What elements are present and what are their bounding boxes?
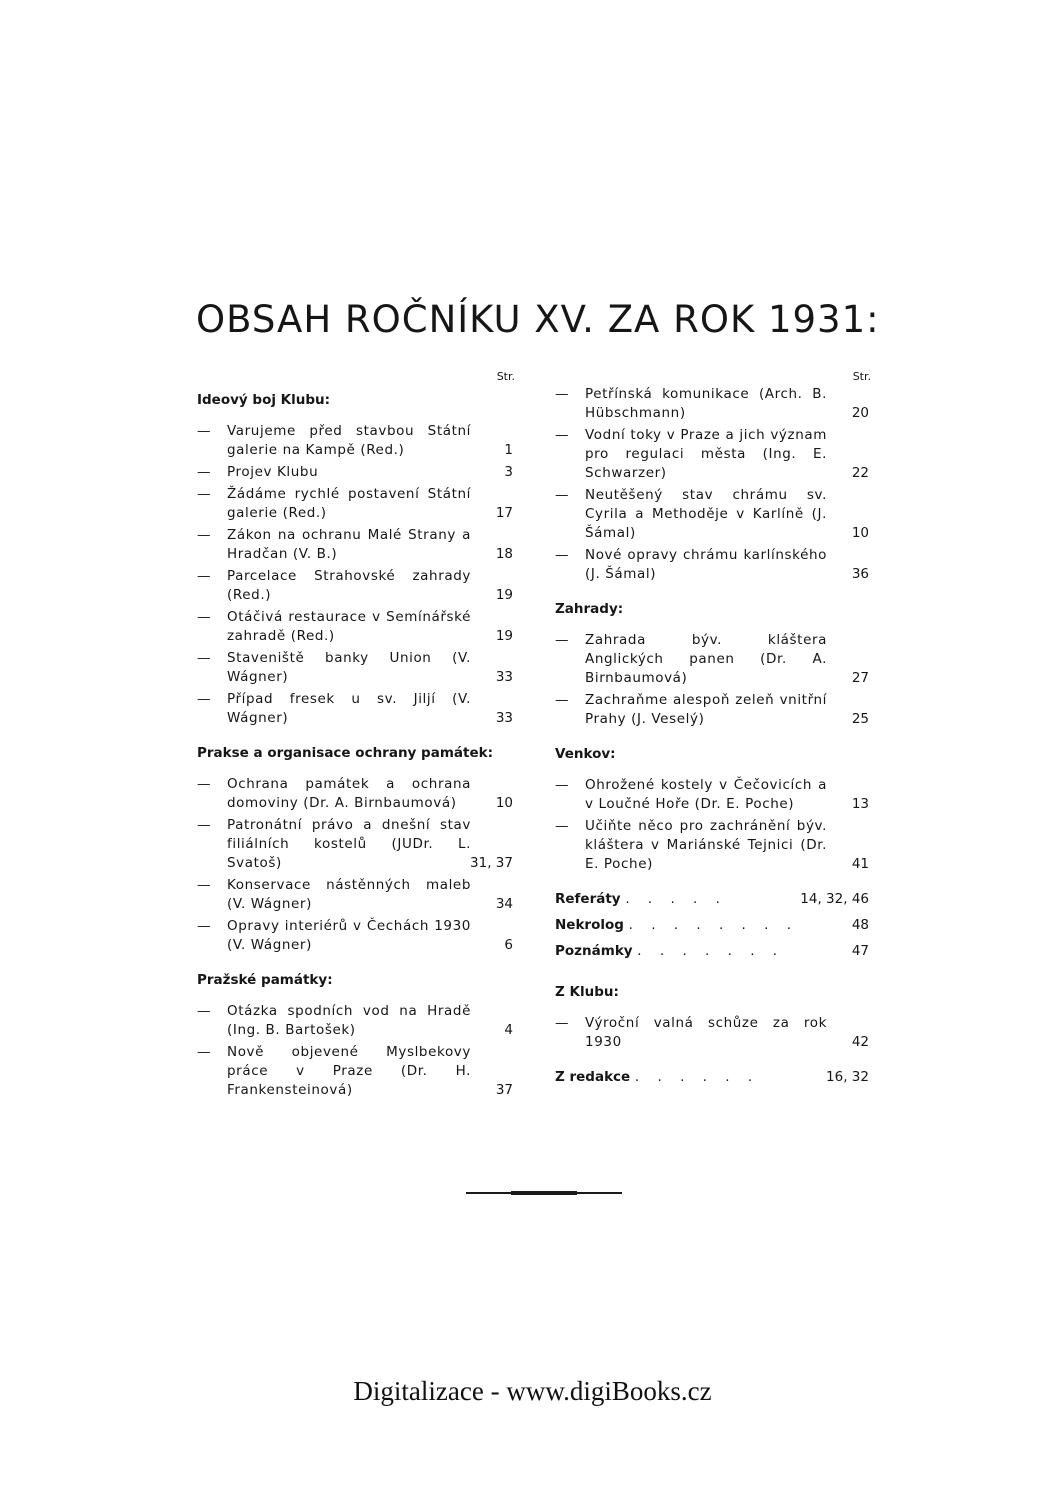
page-number: 16, 32 <box>826 1069 869 1085</box>
page-number: 20 <box>851 405 869 421</box>
page-number: 6 <box>504 937 513 953</box>
entry-title: Zákon na ochranu Malé Strany a Hradčan (V. B.) <box>227 527 471 562</box>
page-number: 33 <box>495 669 513 685</box>
page-title: OBSAH ROČNÍKU XV. ZA ROK 1931: <box>196 298 880 341</box>
page-number: 14, 32, 46 <box>800 891 869 907</box>
entry-title: Nově objevené Myslbekovy práce v Praze (Dr. H. Frankensteinová) <box>227 1044 471 1098</box>
page-number: 41 <box>851 856 869 872</box>
summary-entry: Poznámky . . . . . . . 47 <box>555 943 869 959</box>
entry-title: Projev Klubu <box>227 464 319 480</box>
entry-title: Žádáme rychlé postavení Státní galerie (Red.) <box>227 486 471 521</box>
page-number: 10 <box>495 795 513 811</box>
toc-entry: — Staveniště banky Union (V. Wágner) 33 <box>197 650 513 685</box>
entry-title: Ohrožené kostely v Čečovicích a v Loučné Hoře (Dr. E. Poche) <box>585 777 827 812</box>
toc-entry: — Nově objevené Myslbekovy práce v Praze (Dr. H. Frankensteinová) 37 <box>197 1044 513 1098</box>
section-title: Zahrady: <box>555 601 624 617</box>
entry-title: Konservace nástěnných maleb (V. Wágner) <box>227 877 471 912</box>
toc-entry: — Ochrana památek a ochrana domoviny (Dr. A. Birnbaumová) 10 <box>197 776 513 811</box>
entry-title: Případ fresek u sv. Jiljí (V. Wágner) <box>227 691 471 726</box>
entry-title: Vodní toky v Praze a jich význam pro regulaci města (Ing. E. Schwarzer) <box>585 427 827 481</box>
toc-entry: — Patronátní právo a dnešní stav filiálních kostelů (JUDr. L. Svatoš) 31, 37 <box>197 817 513 871</box>
page-number: 42 <box>851 1034 869 1050</box>
page-column-label: Str. <box>852 370 871 383</box>
toc-section <box>553 745 871 874</box>
toc-section <box>553 600 871 729</box>
toc-entry: — Zákon na ochranu Malé Strany a Hradčan (V. B.) 18 <box>197 527 513 562</box>
entry-title: Ochrana památek a ochrana domoviny (Dr. A. Birnbaumová) <box>227 776 471 811</box>
page-number: 48 <box>851 917 869 933</box>
summary-label: Z redakce <box>555 1069 631 1085</box>
page-number: 37 <box>495 1082 513 1098</box>
toc-entry: — Projev Klubu 3 <box>197 464 513 480</box>
toc-entry: — Nové opravy chrámu karlínského (J. Šámal) 36 <box>555 547 869 582</box>
entry-title: Zahrada býv. kláštera Anglických panen (Dr. A. Birnbaumová) <box>585 632 827 686</box>
page-number: 22 <box>851 465 869 481</box>
entry-title: Nové opravy chrámu karlínského (J. Šámal) <box>585 547 827 582</box>
ornamental-rule <box>466 1192 622 1194</box>
toc-entry: — Učiňte něco pro zachránění býv. kláštera v Mariánské Tejnici (Dr. E. Poche) 41 <box>555 818 869 872</box>
entry-title: Učiňte něco pro zachránění býv. kláštera v Mariánské Tejnici (Dr. E. Poche) <box>585 818 827 872</box>
page-number: 25 <box>851 711 869 727</box>
summary-entry: Z redakce . . . . . . 16, 32 <box>555 1069 869 1085</box>
toc-entry: — Neutěšený stav chrámu sv. Cyrila a Methoděje v Karlíně (J. Šámal) 10 <box>555 487 869 541</box>
page-number: 4 <box>504 1022 513 1038</box>
toc-entry: — Otázka spodních vod na Hradě (Ing. B. Bartošek) 4 <box>197 1003 513 1038</box>
page-number: 34 <box>495 896 513 912</box>
page-number: 19 <box>495 587 513 603</box>
page-column-label: Str. <box>496 370 515 383</box>
toc-entry: — Otáčivá restaurace v Semínářské zahradě (Red.) 19 <box>197 609 513 644</box>
toc-section <box>195 744 515 955</box>
summary-entry: Referáty . . . . . 14, 32, 46 <box>555 891 869 907</box>
entry-title: Opravy interiérů v Čechách 1930 (V. Wágner) <box>227 918 471 953</box>
toc-section <box>195 971 515 1100</box>
section-title: Venkov: <box>555 746 616 762</box>
page-number: 33 <box>495 710 513 726</box>
toc-entry: — Výroční valná schůze za rok 1930 42 <box>555 1015 869 1050</box>
toc-entry: — Vodní toky v Praze a jich význam pro regulaci města (Ing. E. Schwarzer) 22 <box>555 427 869 481</box>
toc-entry: — Konservace nástěnných maleb (V. Wágner) 34 <box>197 877 513 912</box>
toc-entry: — Zachraňme alespoň zeleň vnitřní Prahy (J. Veselý) 25 <box>555 692 869 727</box>
toc-entry: — Opravy interiérů v Čechách 1930 (V. Wágner) 6 <box>197 918 513 953</box>
entry-title: Zachraňme alespoň zeleň vnitřní Prahy (J. Veselý) <box>585 692 827 727</box>
summary-label: Referáty <box>555 891 621 907</box>
summary-entry: Nekrolog . . . . . . . . 48 <box>555 917 869 933</box>
toc-left-column <box>195 368 515 1116</box>
entry-title: Petřínská komunikace (Arch. B. Hübschmann) <box>585 386 827 421</box>
section-title: Ideový boj Klubu: <box>197 392 331 408</box>
page-number: 3 <box>504 464 513 480</box>
entry-title: Otáčivá restaurace v Semínářské zahradě (Red.) <box>227 609 471 644</box>
page-number: 1 <box>504 442 513 458</box>
toc-right-column <box>553 368 871 1094</box>
footer-watermark: Digitalizace - www.digiBooks.cz <box>353 1376 712 1406</box>
toc-entry: — Parcelace Strahovské zahrady (Red.) 19 <box>197 568 513 603</box>
entry-title: Staveniště banky Union (V. Wágner) <box>227 650 471 685</box>
toc-entry: — Žádáme rychlé postavení Státní galerie (Red.) 17 <box>197 486 513 521</box>
page-number: 31, 37 <box>470 855 513 871</box>
entry-title: Varujeme před stavbou Státní galerie na Kampě (Red.) <box>227 423 471 458</box>
page-number: 27 <box>851 670 869 686</box>
section-title: Z Klubu: <box>555 984 619 1000</box>
toc-entry: — Případ fresek u sv. Jiljí (V. Wágner) 33 <box>197 691 513 726</box>
entry-title: Otázka spodních vod na Hradě (Ing. B. Bartošek) <box>227 1003 471 1038</box>
page-number: 17 <box>495 505 513 521</box>
page-number: 19 <box>495 628 513 644</box>
page-number: 10 <box>851 525 869 541</box>
toc-entry: — Zahrada býv. kláštera Anglických panen (Dr. A. Birnbaumová) 27 <box>555 632 869 686</box>
toc-section <box>553 983 871 1052</box>
section-title: Pražské památky: <box>197 972 333 988</box>
toc-entry: — Ohrožené kostely v Čečovicích a v Loučné Hoře (Dr. E. Poche) 13 <box>555 777 869 812</box>
page-number: 36 <box>851 566 869 582</box>
entry-title: Parcelace Strahovské zahrady (Red.) <box>227 568 471 603</box>
entry-title: Neutěšený stav chrámu sv. Cyrila a Methoděje v Karlíně (J. Šámal) <box>585 487 827 541</box>
section-title: Prakse a organisace ochrany památek: <box>197 745 493 761</box>
toc-entry: — Petřínská komunikace (Arch. B. Hübschmann) 20 <box>555 386 869 421</box>
summary-label: Poznámky <box>555 943 633 959</box>
entry-title: Patronátní právo a dnešní stav filiálních kostelů (JUDr. L. Svatoš) <box>227 817 471 871</box>
page-number: 13 <box>851 796 869 812</box>
toc-section <box>195 391 515 728</box>
summary-label: Nekrolog <box>555 917 624 933</box>
entry-title: Výroční valná schůze za rok 1930 <box>585 1015 827 1050</box>
toc-entry: — Varujeme před stavbou Státní galerie na Kampě (Red.) 1 <box>197 423 513 458</box>
toc-section <box>553 385 871 584</box>
page-number: 18 <box>495 546 513 562</box>
page-number: 47 <box>851 943 869 959</box>
